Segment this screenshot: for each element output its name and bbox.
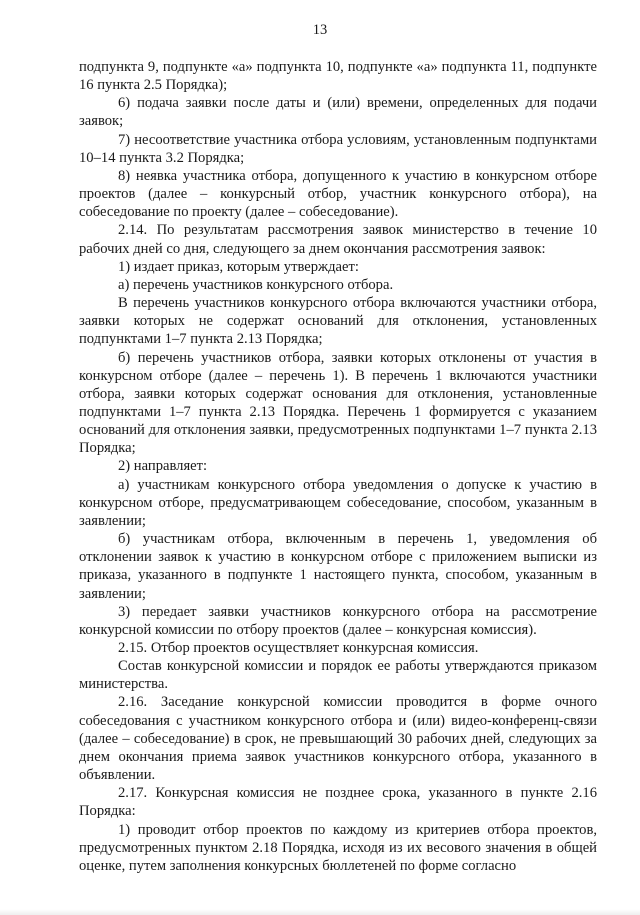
paragraph: В перечень участников конкурсного отбора включаются участники отбора, заявки которых не содержат оснований для отклонения, установленных подпунктами 1–7 пункта 2.13 Порядка; xyxy=(79,295,597,348)
paragraph: б) перечень участников отбора, заявки которых отклонены от участия в конкурсном отборе (далее – перечень 1). В перечень 1 включаются участники отбора, заявки которых содержат основания для отклонения, установленные подпунктами 1–7 пункта 2.13 Порядка. Перечень 1 формируется с указанием оснований для отклонения заявки, предусмотренных подпунктами 1–7 пункта 2.13 Порядка; xyxy=(79,349,597,457)
paragraph: подпункта 9, подпункте «а» подпункта 10, подпункте «а» подпункта 11, подпункте 16 пункта 2.5 Порядка); xyxy=(79,59,597,94)
paragraph: 7) несоответствие участника отбора условиям, установленным подпунктами 10–14 пункта 3.2 Порядка; xyxy=(79,131,597,166)
paragraph: 2) направляет: xyxy=(118,458,208,475)
paragraph: 2.17. Конкурсная комиссия не позднее срока, указанного в пункте 2.16 Порядка: xyxy=(79,785,597,820)
paragraph: 6) подача заявки после даты и (или) времени, определенных для подачи заявок; xyxy=(79,95,597,130)
paragraph: 1) издает приказ, которым утверждает: xyxy=(118,258,359,275)
paragraph: 2.16. Заседание конкурсной комиссии проводится в форме очного собеседования с участником конкурсного отбора и (или) видео-конференц-связи (далее – собеседование) в срок, не превышающий 30 рабочих дней, следующих за днем окончания приема заявок участников конкурсного отбора, указанного в объявлении. xyxy=(79,694,597,784)
paragraph: Состав конкурсной комиссии и порядок ее работы утверждаются приказом министерства. xyxy=(79,658,597,693)
paragraph: а) участникам конкурсного отбора уведомления о допуске к участию в конкурсном отборе, предусматривающем собеседование, способом, указанным в заявлении; xyxy=(79,476,597,529)
paragraph: 3) передает заявки участников конкурсного отбора на рассмотрение конкурсной комиссии по отбору проектов (далее – конкурсная комиссия). xyxy=(79,603,597,638)
paragraph: 2.14. По результатам рассмотрения заявок министерство в течение 10 рабочих дней со дня, следующего за днем окончания рассмотрения заявок: xyxy=(79,222,597,257)
page-number: 13 xyxy=(312,22,328,38)
scan-edge xyxy=(0,909,640,915)
paragraph: 1) проводит отбор проектов по каждому из критериев отбора проектов, предусмотренных пунктом 2.18 Порядка, исходя из их весового значения в общей оценке, путем заполнения конкурсных бюллетеней по форме согласно xyxy=(79,821,597,874)
paragraph: 2.15. Отбор проектов осуществляет конкурсная комиссия. xyxy=(118,640,479,656)
paragraph: а) перечень участников конкурсного отбора. xyxy=(118,276,394,293)
paragraph: б) участникам отбора, включенным в перечень 1, уведомления об отклонении заявок к участию в конкурсном отборе с приложением выписки из приказа, указанного в подпункте 1 настоящего пункта, способом, указанным в заявлении; xyxy=(79,531,597,602)
paragraph: 8) неявка участника отбора, допущенного к участию в конкурсном отборе проектов (далее – конкурсный отбор, участник конкурсного отбора), на собеседование по проекту (далее – собеседование). xyxy=(79,167,597,221)
document-body xyxy=(79,58,597,875)
